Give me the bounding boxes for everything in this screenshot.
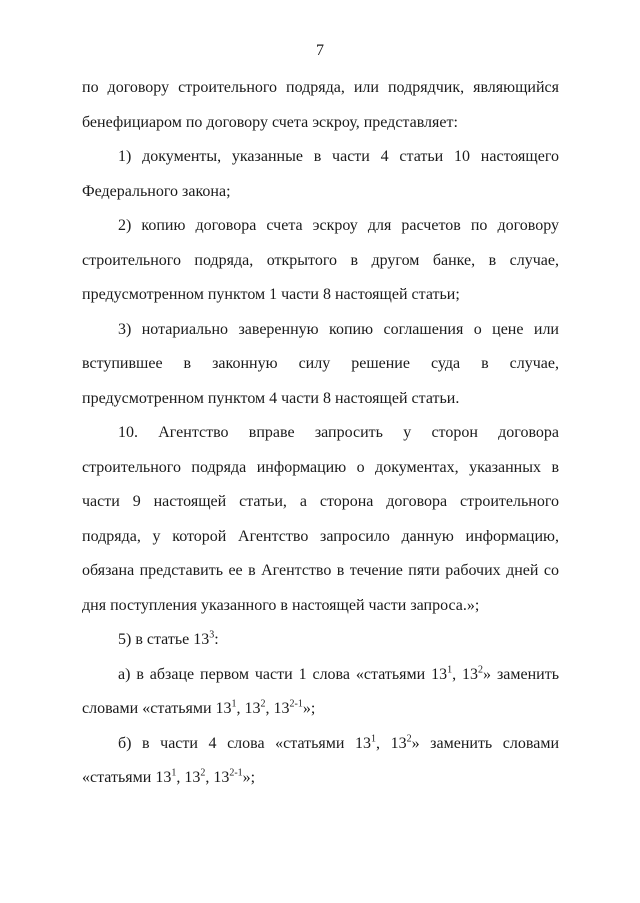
- page-number: 7: [316, 42, 324, 59]
- superscript: 1: [447, 664, 453, 676]
- text-fragment: » заменить словами «статьями 13: [82, 665, 560, 717]
- superscript: 2: [406, 733, 412, 745]
- text-fragment: »;: [302, 700, 316, 717]
- text-fragment: 5) в статье 13: [118, 631, 210, 648]
- text-fragment: :: [214, 631, 219, 648]
- paragraph-item-3: 3) нотариально заверенную копию соглашения о цене или вступившее в законную силу решение суда в случае, предусмотренном пунктом 4 части 8 настоящей статьи.: [82, 320, 559, 407]
- superscript: 2-1: [289, 698, 303, 710]
- paragraph-subitem-a: [82, 658, 559, 727]
- text-fragment: , 13: [376, 734, 407, 752]
- text-fragment: »;: [242, 769, 256, 786]
- text-fragment: » заменить словами «статьями 13: [82, 734, 560, 786]
- text-fragment: , 13: [236, 700, 261, 717]
- text-fragment: , 13: [176, 769, 201, 786]
- paragraph-item-1: 1) документы, указанные в части 4 статьи 10 настоящего Федерального закона;: [82, 148, 559, 200]
- text-fragment: б) в части 4 слова «статьями 13: [118, 734, 372, 752]
- body-text: [82, 71, 559, 796]
- paragraph-item-2: 2) копию договора счета эскроу для расчетов по договору строительного подряда, открытого в другом банке, в случае, предусмотренном пунктом 1 части 8 настоящей статьи;: [82, 217, 559, 303]
- text-fragment: , 13: [265, 700, 290, 717]
- paragraph-subitem-b: [82, 727, 559, 796]
- superscript: 1: [371, 733, 377, 745]
- text-fragment: а) в абзаце первом части 1 слова «статьями 13: [118, 665, 448, 683]
- paragraph-10: 10. Агентство вправе запросить у сторон договора строительного подряда информацию о документах, указанных в части 9 настоящей статьи, а сторона договора строительного подряда, у которой Агентство запросило данную информацию, обязана представить ее в Агентство в течение пяти рабочих дней со дня поступления указанного в настоящей части запроса.»;: [82, 424, 559, 614]
- superscript: 2: [200, 767, 206, 779]
- superscript: 2: [260, 698, 266, 710]
- paragraph-continuation: по договору строительного подряда, или подрядчик, являющийся бенефициаром по договору счета эскроу, представляет:: [82, 79, 559, 131]
- superscript: 1: [231, 698, 237, 710]
- paragraph-article-13-3: [82, 623, 559, 658]
- superscript: 2: [478, 664, 484, 676]
- superscript: 2-1: [229, 767, 243, 779]
- superscript: 1: [171, 767, 177, 779]
- text-fragment: , 13: [452, 665, 479, 683]
- superscript: 3: [209, 629, 215, 641]
- text-fragment: , 13: [205, 769, 230, 786]
